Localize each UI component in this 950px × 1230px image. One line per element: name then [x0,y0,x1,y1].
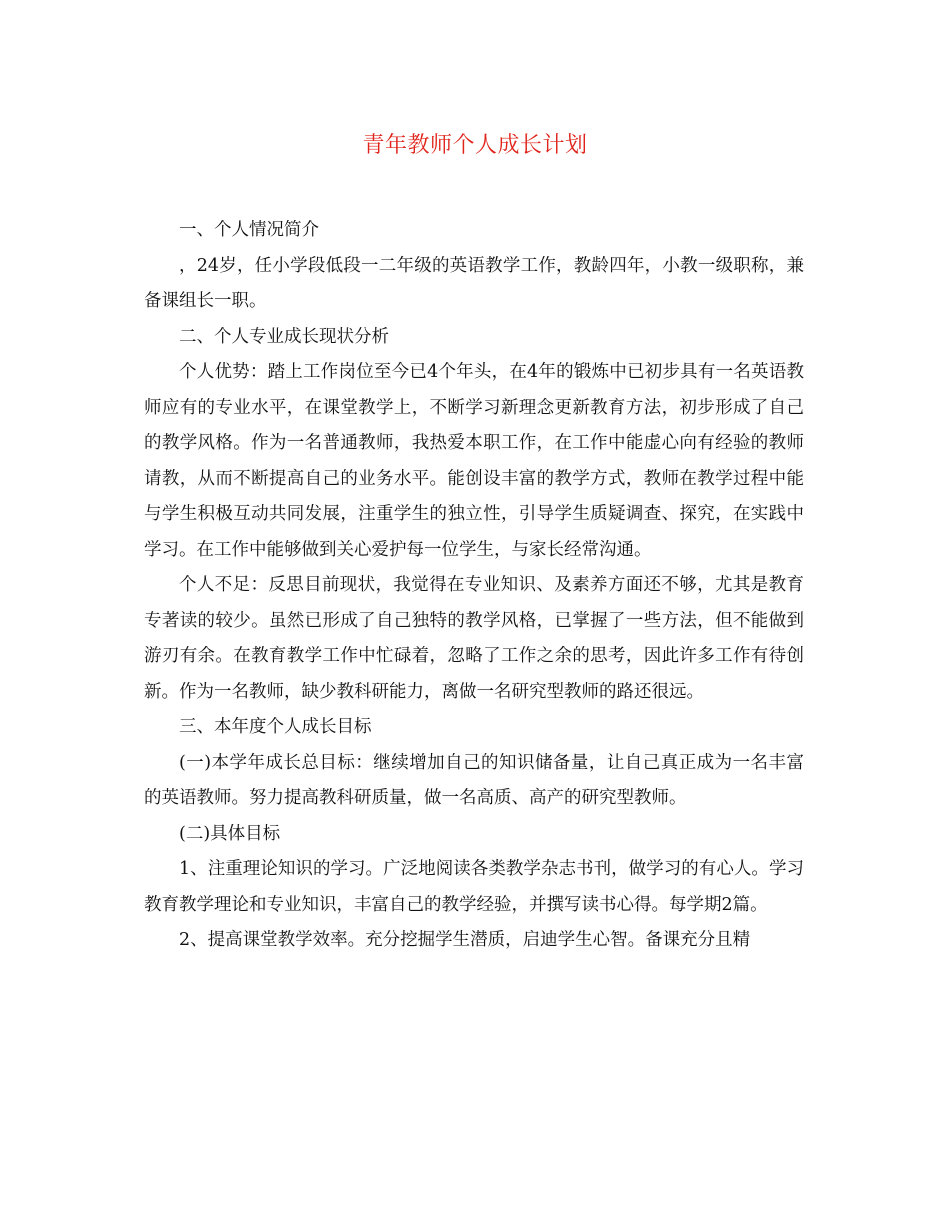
paragraph: 个人优势：踏上工作岗位至今已4个年头，在4年的锻炼中已初步具有一名英语教师应有的专业水平，在课堂教学上，不断学习新理念更新教育方法，初步形成了自己的教学风格。作为一名普通教师，我热爱本职工作，在工作中能虚心向有经验的教师请教，从而不断提高自己的业务水平。能创设丰富的教学方式，教师在教学过程中能与学生积极互动共同发展，注重学生的独立性，引导学生质疑调查、探究，在实践中学习。在工作中能够做到关心爱护每一位学生，与家长经常沟通。 [144,362,804,560]
section-heading: 二、个人专业成长现状分析 [179,326,389,347]
document-body [144,213,804,959]
paragraph: 1、注重理论知识的学习。广泛地阅读各类教学杂志书刊，做学习的有心人。学习教育教学理论和专业知识，丰富自己的教学经验，并撰写读书心得。每学期2篇。 [144,859,804,915]
paragraph: ，24岁，任小学段低段一二年级的英语教学工作，教龄四年，小教一级职称，兼备课组长一职。 [144,255,804,311]
document-title: 青年教师个人成长计划 [362,133,588,158]
section-heading: 三、本年度个人成长目标 [179,717,372,737]
subsection-heading: (二)具体目标 [179,823,281,844]
paragraph: 个人不足：反思目前现状，我觉得在专业知识、及素养方面还不够，尤其是教育专著读的较少。虽然已形成了自己独特的教学风格，已掌握了一些方法，但不能做到游刃有余。在教育教学工作中忙碌着，忽略了工作之余的思考，因此许多工作有待创新。作为一名教师，缺少教科研能力，离做一名研究型教师的路还很远。 [144,575,804,702]
section-heading: 一、个人情况简介 [179,220,319,240]
paragraph: 2、提高课堂教学效率。充分挖掘学生潜质，启迪学生心智。备课充分且精 [179,930,751,950]
paragraph: (一)本学年成长总目标：继续增加自己的知识储备量，让自己真正成为一名丰富的英语教师。努力提高教科研质量，做一名高质、高产的研究型教师。 [144,752,804,808]
